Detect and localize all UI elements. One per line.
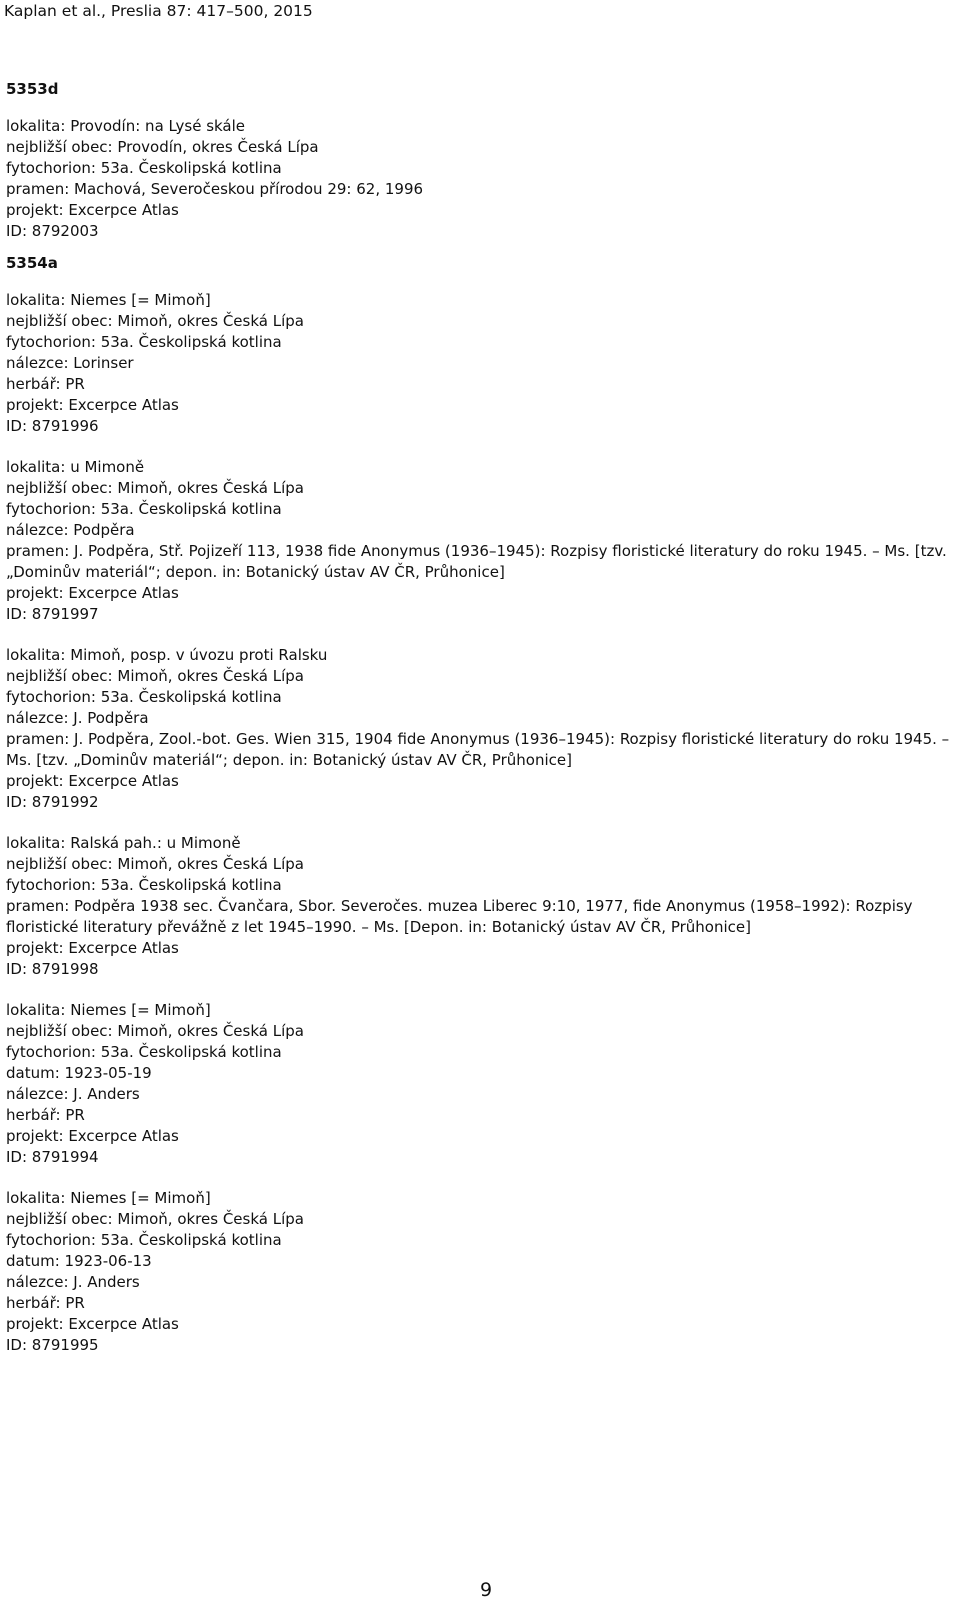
record-line: ID: 8791994 xyxy=(6,1148,99,1166)
record-line: lokalita: Provodín: na Lysé skále xyxy=(6,117,246,135)
record-line: lokalita: Niemes [= Mimoň] xyxy=(6,291,211,309)
record-line: nálezce: J. Anders xyxy=(6,1273,140,1291)
record-line: datum: 1923-06-13 xyxy=(6,1252,152,1270)
record-line: lokalita: Mimoň, posp. v úvozu proti Ralsku xyxy=(6,646,328,664)
record-line: ID: 8791992 xyxy=(6,793,99,811)
record-line: ID: 8791995 xyxy=(6,1336,99,1354)
record-line: nejbližší obec: Provodín, okres Česká Lípa xyxy=(6,138,319,156)
record-line: nejbližší obec: Mimoň, okres Česká Lípa xyxy=(6,1210,304,1228)
record-line: herbář: PR xyxy=(6,375,85,393)
record-line: fytochorion: 53a. Českolipská kotlina xyxy=(6,159,282,177)
record-line: fytochorion: 53a. Českolipská kotlina xyxy=(6,1043,282,1061)
species-section xyxy=(6,78,956,242)
record-line: lokalita: Niemes [= Mimoň] xyxy=(6,1001,211,1019)
record-line: lokalita: Niemes [= Mimoň] xyxy=(6,1189,211,1207)
record-entry xyxy=(6,833,956,980)
record-line: fytochorion: 53a. Českolipská kotlina xyxy=(6,500,282,518)
species-code: 5353d xyxy=(6,80,59,98)
record-line: lokalita: Ralská pah.: u Mimoně xyxy=(6,834,241,852)
record-line: fytochorion: 53a. Českolipská kotlina xyxy=(6,876,282,894)
record-line: lokalita: u Mimoně xyxy=(6,458,145,476)
record-line: ID: 8791998 xyxy=(6,960,99,978)
record-line: nejbližší obec: Mimoň, okres Česká Lípa xyxy=(6,667,304,685)
record-entry xyxy=(6,116,956,242)
record-line: nálezce: J. Anders xyxy=(6,1085,140,1103)
record-line: nálezce: Podpěra xyxy=(6,521,135,539)
record-line: nálezce: J. Podpěra xyxy=(6,709,149,727)
running-header: Kaplan et al., Preslia 87: 417–500, 2015 xyxy=(4,2,313,20)
record-line: projekt: Excerpce Atlas xyxy=(6,1315,179,1333)
record-line: ID: 8792003 xyxy=(6,222,99,240)
record-entry xyxy=(6,1188,956,1356)
record-line: nejbližší obec: Mimoň, okres Česká Lípa xyxy=(6,1022,304,1040)
record-entry xyxy=(6,290,956,437)
record-line: fytochorion: 53a. Českolipská kotlina xyxy=(6,1231,282,1249)
record-line: herbář: PR xyxy=(6,1106,85,1124)
record-line: projekt: Excerpce Atlas xyxy=(6,939,179,957)
record-entry xyxy=(6,1000,956,1168)
species-code: 5354a xyxy=(6,254,58,272)
record-line: pramen: J. Podpěra, Stř. Pojizeří 113, 1938 fide Anonymus (1936–1945): Rozpisy floristické literatury do roku 1945. – Ms. [tzv. „Dominův materiál“; depon. in: Botanický ústav AV ČR, Průhonice] xyxy=(6,542,947,581)
species-section xyxy=(6,252,956,1356)
document-body xyxy=(6,78,956,1356)
record-line: datum: 1923-05-19 xyxy=(6,1064,152,1082)
record-line: fytochorion: 53a. Českolipská kotlina xyxy=(6,688,282,706)
record-line: pramen: Machová, Severočeskou přírodou 29: 62, 1996 xyxy=(6,180,424,198)
record-line: ID: 8791996 xyxy=(6,417,99,435)
record-line: nejbližší obec: Mimoň, okres Česká Lípa xyxy=(6,855,304,873)
record-line: pramen: Podpěra 1938 sec. Čvančara, Sbor. Severočes. muzea Liberec 9:10, 1977, fide Anonymus (1958–1992): Rozpisy floristické literatury převážně z let 1945–1990. – Ms. [Depon. in: Botanický ústav AV ČR, Průhonice] xyxy=(6,897,913,936)
record-line: fytochorion: 53a. Českolipská kotlina xyxy=(6,333,282,351)
record-entry xyxy=(6,645,956,813)
record-entry xyxy=(6,457,956,625)
record-line: projekt: Excerpce Atlas xyxy=(6,201,179,219)
record-line: projekt: Excerpce Atlas xyxy=(6,584,179,602)
record-line: pramen: J. Podpěra, Zool.-bot. Ges. Wien 315, 1904 fide Anonymus (1936–1945): Rozpisy floristické literatury do roku 1945. – Ms. [tzv. „Dominův materiál“; depon. in: Botanický ústav AV ČR, Průhonice] xyxy=(6,730,950,769)
record-line: nejbližší obec: Mimoň, okres Česká Lípa xyxy=(6,479,304,497)
record-line: ID: 8791997 xyxy=(6,605,99,623)
record-line: nejbližší obec: Mimoň, okres Česká Lípa xyxy=(6,312,304,330)
record-line: projekt: Excerpce Atlas xyxy=(6,772,179,790)
record-line: projekt: Excerpce Atlas xyxy=(6,396,179,414)
record-line: herbář: PR xyxy=(6,1294,85,1312)
record-line: nálezce: Lorinser xyxy=(6,354,134,372)
page-number: 9 xyxy=(480,1579,493,1601)
record-line: projekt: Excerpce Atlas xyxy=(6,1127,179,1145)
